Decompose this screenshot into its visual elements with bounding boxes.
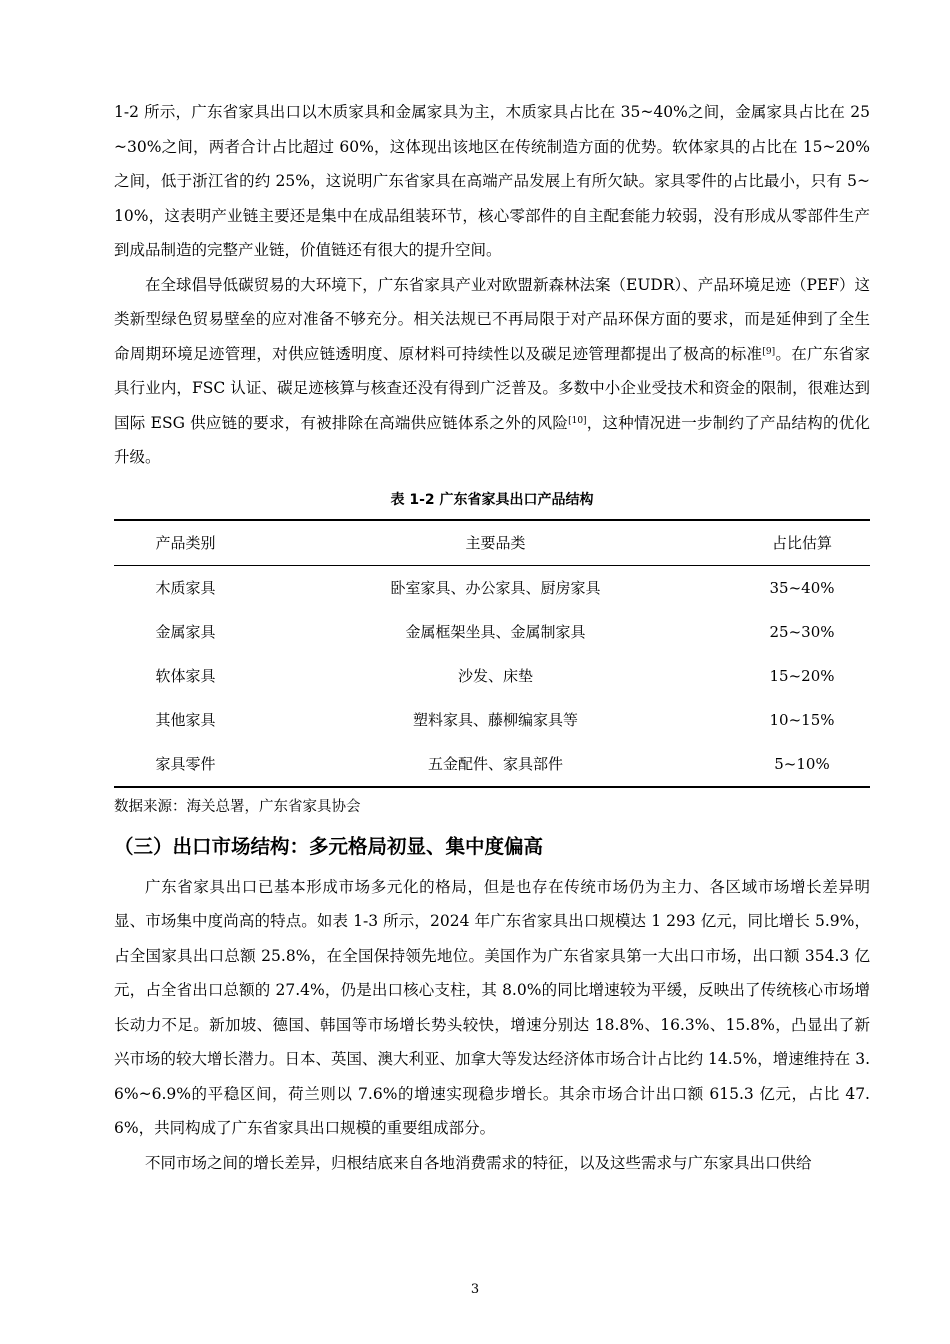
table-cell: 软体家具: [155, 667, 216, 685]
table-row: [114, 654, 870, 698]
paragraph-market-structure: 广东省家具出口已基本形成市场多元化的格局，但是也存在传统市场仍为主力、各区域市场增长差异明显、市场集中度尚高的特点。如表 1-3 所示，2024 年广东省家具出口规模达 1 293 亿元，同比增长 5.9%，占全国家具出口总额 25.8%，在全国保持领先地位。美国作为广东省家具第一大出口市场，出口额 354.3 亿元，占全省出口总额的 27.4%，仍是出口核心支柱，其 8.0%的同比增速较为平缓，反映出了传统核心市场增长动力不足。新加坡、德国、韩国等市场增长势头较快，增速分别达 18.8%、16.3%、15.8%，凸显出了新兴市场的较大增长潜力。日本、英国、澳大利亚、加拿大等发达经济体市场合计占比约 14.5%，增速维持在 3.6%~6.9%的平稳区间，荷兰则以 7.6%的增速实现稳步增长。其余市场合计出口额 615.3 亿元，占比 47.6%，共同构成了广东省家具出口规模的重要组成部分。: [114, 877, 870, 1137]
table-cell: 15~20%: [769, 666, 835, 685]
table-source-note: 数据来源：海关总署，广东省家具协会: [114, 798, 361, 815]
column-header: 占比估算: [771, 534, 832, 552]
table-row: [114, 610, 870, 654]
table-caption: 表 1-2 广东省家具出口产品结构: [390, 491, 594, 508]
paragraph-green-barriers: [114, 268, 870, 475]
page-content: [114, 95, 870, 1180]
citation-ref: [9]: [762, 346, 776, 357]
paragraph-product-structure: 1-2 所示，广东省家具出口以木质家具和金属家具为主，木质家具占比在 35~40%之间，金属家具占比在 25~30%之间，两者合计占比超过 60%，这体现出该地区在传统制造方面的优势。软体家具的占比在 15~20%之间，低于浙江省的约 25%，这说明广东省家具在高端产品发展上有所欠缺。家具零件的占比最小，只有 5~10%，这表明产业链主要还是集中在成品组装环节，核心零部件的自主配套能力较弱，没有形成从零部件生产到成品制造的完整产业链，价值链还有很大的提升空间。: [114, 103, 870, 259]
table-cell: 10~15%: [769, 710, 835, 729]
page-number: 3: [470, 1282, 480, 1297]
citation-ref: [10]: [568, 415, 587, 426]
table-row: [114, 742, 870, 787]
table-header-row: [114, 520, 870, 566]
table-cell: 沙发、床垫: [457, 667, 533, 685]
paragraph-text: 。在广东省家具行业内，FSC 认证、碳足迹核算与核查还没有得到广泛普及。多数中小企业受技术和资金的限制，很难达到国际 ESG 供应链的要求，有被排除在高端供应链体系之外的风险: [114, 344, 870, 432]
table-cell: 木质家具: [155, 579, 216, 597]
table-cell: 5~10%: [774, 754, 830, 773]
paragraph-text: 在全球倡导低碳贸易的大环境下，广东省家具产业对欧盟新森林法案（EUDR）、产品环境足迹（PEF）这类新型绿色贸易壁垒的应对准备不够充分。相关法规已不再局限于对产品环保方面的要求，而是延伸到了全生命周期环境足迹管理，对供应链透明度、原材料可持续性以及碳足迹管理都提出了极高的标准: [114, 275, 870, 363]
product-structure-table: [114, 519, 870, 788]
table-cell: 五金配件、家具部件: [427, 755, 563, 773]
table-row: [114, 698, 870, 742]
column-header: 主要品类: [465, 534, 526, 552]
table-cell: 其他家具: [155, 711, 216, 729]
table-cell: 塑料家具、藤柳编家具等: [412, 711, 578, 729]
table-cell: 金属框架坐具、金属制家具: [405, 623, 586, 641]
table-cell: 卧室家具、办公家具、厨房家具: [390, 579, 601, 597]
paragraph-text: ，这种情况进一步制约了产品结构的优化升级。: [114, 413, 870, 466]
table-row: [114, 565, 870, 610]
table-cell: 家具零件: [155, 755, 216, 773]
table-cell: 35~40%: [769, 578, 835, 597]
table-cell: 金属家具: [155, 623, 216, 641]
paragraph-growth-differences: 不同市场之间的增长差异，归根结底来自各地消费需求的特征，以及这些需求与广东家具出口供给: [145, 1153, 812, 1172]
table-cell: 25~30%: [769, 622, 835, 641]
section-heading: （三）出口市场结构：多元格局初显、集中度偏高: [114, 834, 544, 858]
column-header: 产品类别: [155, 534, 216, 552]
